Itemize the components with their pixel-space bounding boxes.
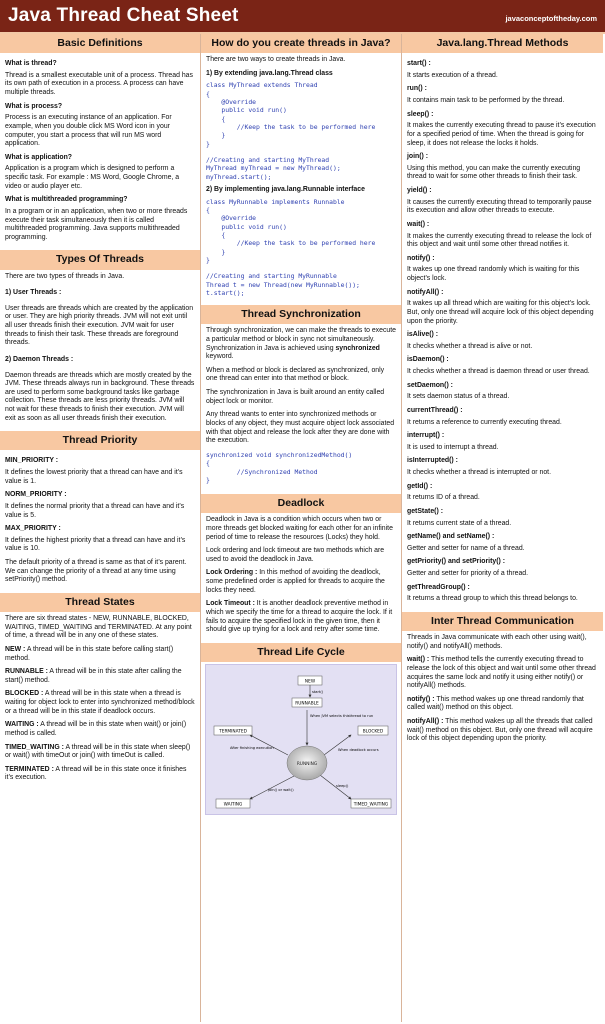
node-blocked-label: BLOCKED [362,729,384,735]
method-desc: Getter and setter for priority of a thread. [407,570,529,577]
user-threads-heading: 1) User Threads : [5,289,62,297]
sync-text [206,327,396,362]
edge-running-waiting [250,775,296,799]
node-runnable-label: RUNNABLE [295,701,319,707]
sync-text-c: keyword. [206,353,234,361]
sync-keyword: synchronized [335,344,380,352]
state-name: TERMINATED : [5,765,54,773]
comm-item [407,656,598,691]
priority-name: MAX_PRIORITY : [5,525,61,533]
edge-running-blocked [324,735,351,755]
state-desc: A thread will be in this state when wait() or join() method is called. [5,721,187,737]
edge-label-sleep: sleep() [336,783,349,788]
comm-desc: This method wakes up all the threads that called wait() method on this object. But, only one thread will acquire lock of this object depending upon the priority. [407,718,593,743]
comm-method: wait() : [407,656,430,664]
method-name: notifyAll() : [407,288,444,296]
method-name: getPriority() and setPriority() : [407,558,506,566]
method-desc: Using this method, you can make the currently executing thread to wait for some other threads to finish their task. [407,164,581,181]
comm-method: notify() : [407,695,435,703]
column-left [0,34,201,1022]
method-name: notify() : [407,254,435,262]
sync-text: The synchronization in Java is built around an entity called object lock or monitor. [206,389,385,405]
node-timed-waiting-label: TIMED_WAITING [353,802,389,808]
priority-name: MIN_PRIORITY : [5,457,59,465]
thread-lifecycle-diagram [205,664,397,815]
method-desc: It sets daemon status of a thread. [407,393,510,401]
state-item [5,766,195,783]
state-name: RUNNABLE : [5,668,48,676]
create-threads [201,53,401,305]
edge-label-finish: After finishing execution [230,745,274,750]
question: What is process? [5,102,63,110]
state-item [5,721,195,738]
comm-method: notifyAll() : [407,718,444,725]
method-name: yield() : [407,187,432,194]
answer: Application is a program which is designed to perform a specific task. For example : MS Word, Google Chrome, a video or audio player etc. [5,165,180,190]
method-name: interrupt() : [407,432,445,440]
method-name: getId() : [407,482,433,490]
method-desc: It makes the currently executing thread to release the lock of this object and wait until some other thread notifies it. [407,232,592,249]
thread-synchronization [201,324,401,492]
lock-ordering-label: Lock Ordering : [206,569,258,577]
method-name: setDaemon() : [407,381,453,389]
node-new-label: NEW [304,679,316,685]
method-desc: It returns a reference to currently executing thread. [407,418,562,426]
method-desc: It causes the currently executing thread to temporarily pause its execution and allow other threads to execute. [407,198,592,215]
method-name: wait() : [407,220,430,228]
states-intro: There are six thread states - NEW, RUNNABLE, BLOCKED, WAITING, TIMED_WAITING and TERMINATED. At any point of time, a thread will be in any one of these states. [5,615,192,640]
thread-methods [402,53,603,612]
answer: Process is an executing instance of an application. For example, when you double click MS Word icon in your computer, you start a process that will run MS word application. [5,114,172,148]
section-header-priority: Thread Priority [0,431,200,450]
method-name: isDaemon() : [407,356,449,364]
method-name: isAlive() : [407,331,439,339]
user-threads-text: User threads are threads which are created by the application or user. They are high priority threads. JVM will not exit until all user threads finish their execution. JVM wait for user threads to finish their task. These threads are foreground threads. [5,304,194,347]
way1-heading: 1) By extending java.lang.Thread class [206,69,333,77]
code-block: class MyThread extends Thread { @Override public void run() { //Keep the task to be performed here } } [206,81,376,148]
lock-ordering-desc: In this method of avoiding the deadlock, some predefined order is applied for threads to acquire the locks they need. [206,569,385,594]
comm-desc: This method wakes up one thread randomly that called wait() method on this object. [407,695,584,712]
section-header-create: How do you create threads in Java? [201,34,401,53]
state-item [5,646,195,663]
edge-running-terminated [250,735,288,755]
node-running-label: RUNNING [296,761,318,767]
comm-intro: Threads in Java communicate with each other using wait(), notify() and notifyAll() methods. [407,634,587,650]
state-item [5,668,195,685]
comm-item [407,696,598,713]
edge-label-join: join() or wait() [268,787,294,792]
method-name: getName() and setName() : [407,533,495,541]
method-desc: It wakes up one thread randomly which is waiting for this object’s lock. [407,266,580,282]
page-title: Java Thread Cheat Sheet [8,5,239,27]
deadlock-text: Lock ordering and lock timeout are two methods which are used to avoid the deadlock in Java. [206,547,385,563]
state-name: NEW : [5,645,26,653]
priority-name: NORM_PRIORITY : [5,491,67,499]
method-desc: It is used to interrupt a thread. [407,443,499,451]
basic-definitions [0,53,200,250]
state-desc: A thread will be in this state when sleep() or wait() with timeOut or join() with timeOut is called. [5,743,191,760]
deadlock-text [206,569,396,595]
daemon-threads-heading: 2) Daemon Threads : [5,355,74,363]
state-name: TIMED_WAITING : [5,743,64,751]
lock-timeout-label: Lock Timeout : [206,600,255,608]
method-desc: It returns a thread group to which this thread belongs to. [407,595,578,603]
method-desc: It makes the currently executing thread to pause it’s execution for a specified period of time. When the thread is going for sleep, it does not release the locks it holds. [407,122,596,147]
priority-text: It defines the highest priority that a thread can have and it’s value is 10. [5,536,186,553]
section-header-basic: Basic Definitions [0,34,200,53]
deadlock-text: Deadlock in Java is a condition which occurs when two or more threads get blocked waiting for each other for an infinite period of time to release the resources (Locks) they hold. [206,516,393,541]
code-block: class MyRunnable implements Runnable { @Override public void run() { //Keep the task to be performed here } } [206,197,376,264]
method-desc: It returns current state of a thread. [407,519,512,527]
way2-heading: 2) By implementing java.lang.Runnable interface [206,185,365,193]
section-header-lifecycle: Thread Life Cycle [201,643,401,662]
code-block: //Creating and starting MyRunnable Thread t = new Thread(new MyRunnable()); t.start(); [206,272,360,297]
state-item [5,690,195,716]
method-desc: It checks whether a thread is daemon thread or user thread. [407,368,590,375]
method-name: getThreadGroup() : [407,583,470,591]
state-name: BLOCKED : [5,690,44,698]
node-terminated-label: TERMINATED [219,729,247,735]
question: What is application? [5,153,72,161]
section-header-types: Types Of Threads [0,250,200,269]
method-name: currentThread() : [407,406,463,414]
state-desc: A thread will be in this state before calling start() method. [5,645,174,662]
method-desc: It checks whether a thread is interrupted or not. [407,469,552,476]
question: What is multithreaded programming? [5,196,128,204]
thread-priority [0,450,200,593]
answer: In a program or in an application, when two or more threads execute their task simultaneously then it is called multithreaded programming. Java supports multithreaded programming. [5,207,188,241]
column-right [402,34,603,1022]
code-block: synchronized void synchronizedMethod() { //Synchronized Method } [206,450,353,484]
section-header-states: Thread States [0,593,200,612]
method-name: run() : [407,85,427,93]
sync-text-a: Through synchronization, we can make the threads to execute a particular method or block in sync not simultaneously. Synchronization in Java is achieved using [206,327,396,352]
priority-text: It defines the lowest priority that a thread can have and it’s value is 1. [5,469,183,485]
code-block: //Creating and starting MyThread MyThread myThread = new MyThread(); myThread.start(); [206,156,341,181]
edge-label-start: start() [312,689,324,694]
section-header-methods: Java.lang.Thread Methods [402,34,603,53]
state-desc: A thread will be in this state when a thread is waiting for object lock to enter into synchronized method/block or a thread will be in this state if deadlock occurs. [5,690,195,715]
answer: Thread is a smallest executable unit of a process. Thread has its own path of execution in a process. A process can have multiple threads. [5,71,193,96]
section-header-comm: Inter Thread Communication [402,612,603,631]
method-name: getState() : [407,507,443,515]
deadlock-text [206,600,396,635]
edge-label-deadlock: When deadlock occurs [338,747,379,752]
types-intro: There are two types of threads in Java. [5,272,125,280]
node-waiting-label: WAITING [223,802,243,808]
daemon-threads-text: Daemon threads are threads which are mostly created by the JVM. These threads always run in background. These threads are used to perform some background tasks like garbage collection. These threads are less priority threads. JVM will not wait for these threads to finish their execution. JVM will exit as soon as all user threads finish their execution. [5,371,195,422]
comm-desc: This method tells the currently executing thread to release the lock of this object and wait until some other thread acquires the same lock and notify it using either notify() or notifyAll() methods. [407,656,596,690]
state-item [5,744,195,761]
thread-states [0,612,200,791]
column-middle [201,34,402,1022]
method-desc: It wakes up all thread which are waiting for this object’s lock. But, only one thread will acquire lock of this object depending upon the priority. [407,300,594,325]
lifecycle-svg [206,665,397,814]
sync-text: When a method or block is declared as synchronized, only one thread can enter into that method or block. [206,366,385,383]
deadlock [201,513,401,643]
method-desc: Getter and setter for name of a thread. [407,544,525,552]
state-desc: A thread will be in this state after calling the start() method. [5,668,182,684]
method-desc: It contains main task to be performed by the thread. [407,97,565,104]
lock-timeout-desc: It is another deadlock preventive method in which we specify the time for a thread to acquire the lock. If it fails to acquire the specified lock in the given time, then it should give up trying for a lock and retry after some time. [206,600,393,634]
state-desc: A thread will be in this state once it finishes it’s execution. [5,765,187,782]
method-desc: It returns ID of a thread. [407,494,480,502]
method-name: start() : [407,60,431,68]
sync-text: Any thread wants to enter into synchronized methods or blocks of any object, they must acquire object lock associated with that object and release the lock after they are done with the execution. [206,411,395,445]
method-name: sleep() : [407,110,434,118]
site-url[interactable]: javaconceptoftheday.com [505,14,597,24]
create-intro: There are two ways to create threads in Java. [206,56,346,64]
edge-label-selects: When JVM selects thisthread to run [310,713,374,718]
comm-item [407,718,598,744]
method-desc: It starts execution of a thread. [407,71,498,79]
header [0,0,605,34]
types-of-threads [0,270,200,432]
inter-thread-communication [402,631,603,752]
question: What is thread? [5,60,57,68]
section-header-deadlock: Deadlock [201,494,401,513]
section-header-sync: Thread Synchronization [201,305,401,324]
method-name: isInterrupted() : [407,457,458,465]
method-desc: It checks whether a thread is alive or not. [407,342,533,350]
priority-text: It defines the normal priority that a thread can have and it’s value is 5. [5,502,185,519]
priority-note: The default priority of a thread is same as that of it’s parent. We can change the priority of a thread at any time using setPriority() method. [5,559,187,584]
method-name: join() : [407,153,429,161]
state-name: WAITING : [5,721,39,729]
columns [0,34,605,1022]
